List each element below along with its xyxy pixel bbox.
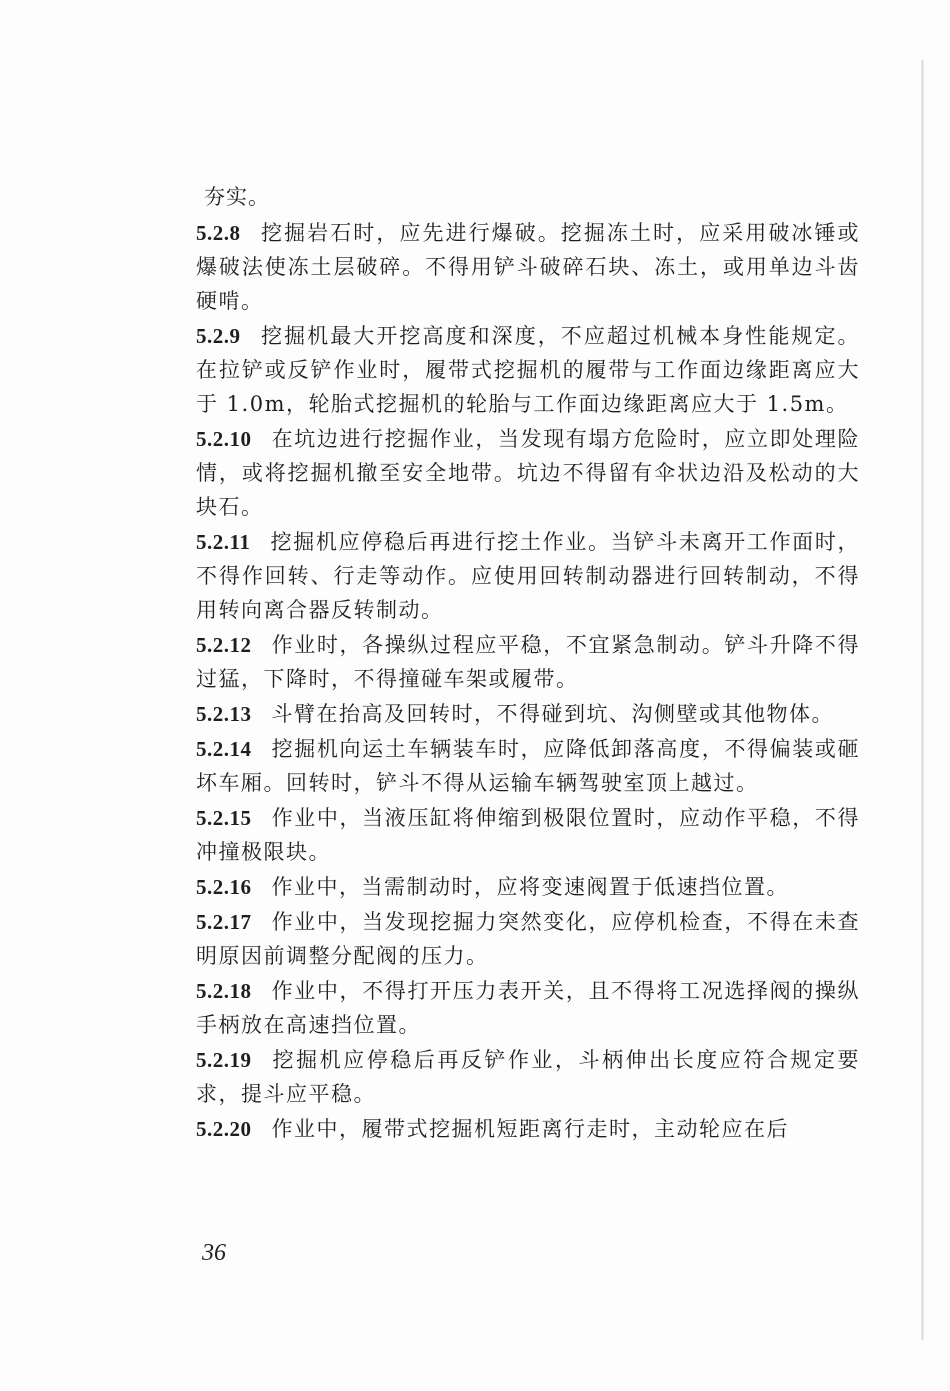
clause-text: 作业中，当液压缸将伸缩到极限位置时，应动作平稳，不得冲撞极限块。 — [196, 806, 860, 864]
clause-5-2-10 — [196, 422, 860, 524]
clause-number: 5.2.20 — [196, 1117, 252, 1141]
clause-text: 挖掘岩石时，应先进行爆破。挖掘冻土时，应采用破冰锤或爆破法使冻土层破碎。不得用铲斗破碎石块、冻土，或用单边斗齿硬啃。 — [196, 221, 860, 313]
clause-text: 挖掘机向运土车辆装车时，应降低卸落高度，不得偏装或砸坏车厢。回转时，铲斗不得从运输车辆驾驶室顶上越过。 — [196, 737, 860, 795]
clause-text: 作业中，当需制动时，应将变速阀置于低速挡位置。 — [271, 875, 789, 899]
clause-5-2-16 — [196, 870, 860, 904]
clause-number: 5.2.17 — [196, 910, 252, 934]
clause-number: 5.2.8 — [196, 221, 241, 245]
clause-number: 5.2.14 — [196, 737, 252, 761]
clause-number: 5.2.9 — [196, 324, 241, 348]
clause-number: 5.2.13 — [196, 702, 252, 726]
clause-number: 5.2.12 — [196, 633, 252, 657]
page-edge-shadow — [921, 60, 924, 1340]
clause-5-2-8 — [196, 216, 860, 318]
continued-text: 夯实。 — [204, 185, 270, 209]
clause-number: 5.2.19 — [196, 1048, 252, 1072]
clause-number: 5.2.16 — [196, 875, 252, 899]
clause-text: 作业时，各操纵过程应平稳，不宜紧急制动。铲斗升降不得过猛，下降时，不得撞碰车架或履带。 — [196, 633, 860, 691]
clause-number: 5.2.18 — [196, 979, 252, 1003]
clause-text: 挖掘机最大开挖高度和深度，不应超过机械本身性能规定。在拉铲或反铲作业时，履带式挖掘机的履带与工作面边缘距离应大于 1.0m，轮胎式挖掘机的轮胎与工作面边缘距离应大于 1.5m。 — [196, 324, 860, 416]
clause-number: 5.2.15 — [196, 806, 252, 830]
page-number: 36 — [202, 1240, 226, 1266]
clause-text: 作业中，不得打开压力表开关，且不得将工况选择阀的操纵手柄放在高速挡位置。 — [196, 979, 860, 1037]
clause-text: 斗臂在抬高及回转时，不得碰到坑、沟侧壁或其他物体。 — [271, 702, 834, 726]
clause-5-2-15 — [196, 801, 860, 869]
clause-5-2-11 — [196, 525, 860, 627]
clause-text: 作业中，履带式挖掘机短距离行走时，主动轮应在后 — [271, 1117, 789, 1141]
clause-number: 5.2.10 — [196, 427, 252, 451]
clause-5-2-9 — [196, 319, 860, 421]
clause-5-2-20 — [196, 1112, 860, 1146]
clause-5-2-19 — [196, 1043, 860, 1111]
clause-5-2-14 — [196, 732, 860, 800]
clause-text: 在坑边进行挖掘作业，当发现有塌方危险时，应立即处理险情，或将挖掘机撤至安全地带。坑边不得留有伞状边沿及松动的大块石。 — [196, 427, 860, 519]
page-content — [196, 180, 860, 1147]
clause-5-2-13 — [196, 697, 860, 731]
clause-5-2-12 — [196, 628, 860, 696]
clause-5-2-17 — [196, 905, 860, 973]
clause-text: 作业中，当发现挖掘力突然变化，应停机检查，不得在未查明原因前调整分配阀的压力。 — [196, 910, 860, 968]
clause-number: 5.2.11 — [196, 530, 251, 554]
clause-5-2-18 — [196, 974, 860, 1042]
clause-text: 挖掘机应停稳后再反铲作业，斗柄伸出长度应符合规定要求，提斗应平稳。 — [196, 1048, 860, 1106]
clause-text: 挖掘机应停稳后再进行挖土作业。当铲斗未离开工作面时，不得作回转、行走等动作。应使用回转制动器进行回转制动，不得用转向离合器反转制动。 — [196, 530, 860, 622]
